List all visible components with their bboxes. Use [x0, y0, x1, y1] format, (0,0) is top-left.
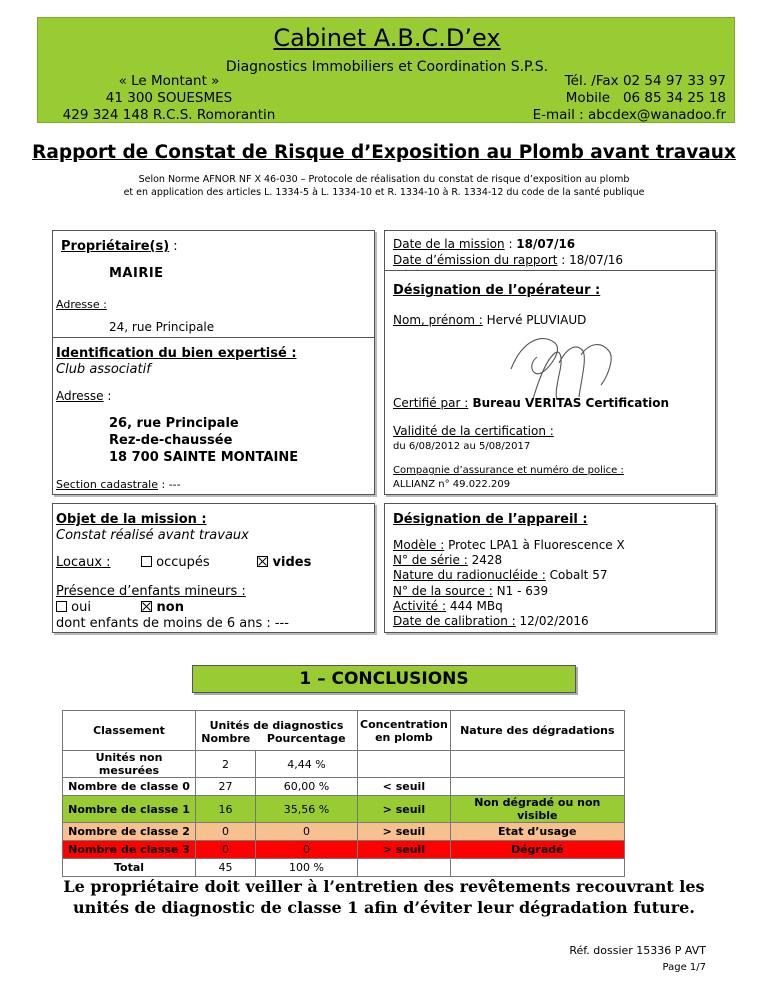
- table-row: Unités non mesurées 2 4,44 %: [63, 751, 625, 778]
- mission-date-line: Date de la mission : 18/07/16: [393, 237, 576, 251]
- table-row: Nombre de classe 2 0 0 > seuil Etat d’usage: [63, 823, 625, 841]
- device-row: Date de calibration : 12/02/2016: [393, 614, 589, 629]
- company-address-line: « Le Montant »: [118, 73, 220, 89]
- emission-date-line: Date d’émission du rapport : 18/07/16: [393, 253, 624, 267]
- emission-date: 18/07/16: [569, 253, 624, 267]
- validity-label: Validité de la certification :: [393, 424, 554, 438]
- page-number: Page 1/7: [662, 962, 706, 973]
- property-address-line: Rez-de-chaussée: [109, 433, 233, 448]
- checkbox-empty[interactable]: [257, 556, 268, 567]
- checkbox-no[interactable]: [141, 601, 152, 612]
- device-row: Activité : 444 MBq: [393, 598, 503, 613]
- device-box: [384, 503, 716, 633]
- certified-line: Certifié par : Bureau VERITAS Certification: [393, 396, 670, 410]
- property-address-line: 26, rue Principale: [109, 416, 239, 431]
- children-yes-option: oui: [56, 600, 91, 615]
- company-contact-line: Mobile 06 85 34 25 18: [565, 90, 726, 106]
- company-address-line: 429 324 148 R.C.S. Romorantin: [62, 107, 276, 123]
- insurance-label: Compagnie d’assurance et numéro de police :: [393, 465, 624, 476]
- signature-image: [503, 329, 623, 403]
- locaux-label: Locaux :: [56, 555, 111, 570]
- mission-object-title: Objet de la mission :: [56, 512, 207, 527]
- mission-object-box: [52, 503, 375, 633]
- under6-line: dont enfants de moins de 6 ans : ---: [56, 616, 289, 631]
- operator-box: [384, 270, 716, 495]
- mission-date: 18/07/16: [516, 237, 576, 251]
- header-units: Unités de diagnostics: [196, 711, 358, 732]
- header-nombre: Nombre: [196, 732, 256, 751]
- table-header-row: [63, 711, 625, 732]
- device-row: Modèle : Protec LPA1 à Fluorescence X: [393, 538, 625, 552]
- operator-name: Hervé PLUVIAUD: [482, 313, 587, 327]
- device-title: Désignation de l’appareil :: [393, 512, 588, 527]
- header-concentration: Concentration en plomb: [358, 711, 451, 751]
- children-no-option: non: [141, 600, 184, 615]
- device-row: N° de la source : N1 - 639: [393, 583, 549, 598]
- norm-line: et en application des articles L. 1334-5 à L. 1334-10 et R. 1334-10 à R. 1334-12 du code de la santé publique: [123, 187, 645, 198]
- letterhead: [37, 17, 735, 123]
- table-row: Nombre de classe 1 16 35,56 % > seuil Non dégradé ou non visible: [63, 796, 625, 823]
- conclusions-title: 1 – CONCLUSIONS: [192, 665, 576, 693]
- file-reference: Réf. dossier 15336 P AVT: [569, 944, 706, 957]
- cadastre-line: Section cadastrale : ---: [56, 478, 181, 491]
- owner-label: Propriétaire(s): [61, 239, 170, 254]
- conclusion-message: Le propriétaire doit veiller à l’entretien des revêtements recouvrant les unités de diagnostic de classe 1 afin d’éviter leur dégradation future.: [63, 877, 705, 917]
- header-pourcentage: Pourcentage: [256, 732, 358, 751]
- owner-address-label: Adresse :: [56, 298, 107, 311]
- checkbox-yes[interactable]: [56, 601, 67, 612]
- owner-label-line: Propriétaire(s) :: [61, 239, 178, 254]
- device-row: Nature du radionucléide : Cobalt 57: [393, 568, 608, 583]
- validity-value: du 6/08/2012 au 5/08/2017: [393, 441, 531, 452]
- device-row: N° de série : 2428: [393, 553, 503, 568]
- checkbox-occupied[interactable]: [141, 556, 152, 567]
- conclusions-table: [62, 710, 625, 877]
- property-title: Identification du bien expertisé :: [56, 346, 297, 361]
- operator-title: Désignation de l’opérateur :: [393, 283, 601, 298]
- company-name: Cabinet A.B.C.D’ex: [273, 24, 501, 52]
- children-label: Présence d’enfants mineurs :: [56, 584, 246, 599]
- table-row: Nombre de classe 3 0 0 > seuil Dégradé: [63, 841, 625, 859]
- operator-name-line: Nom, prénom : Hervé PLUVIAUD: [393, 313, 587, 327]
- owner-name: MAIRIE: [109, 266, 164, 281]
- insurance-value: ALLIANZ n° 49.022.209: [393, 479, 511, 490]
- company-subtitle: Diagnostics Immobiliers et Coordination S.P.S.: [225, 59, 549, 75]
- mission-object-subtitle: Constat réalisé avant travaux: [56, 528, 249, 543]
- table-row: Nombre de classe 0 27 60,00 % < seuil: [63, 778, 625, 796]
- property-address-line: 18 700 SAINTE MONTAINE: [109, 450, 299, 465]
- empty-option: vides: [257, 555, 311, 570]
- header-classement: Classement: [63, 711, 196, 751]
- norm-line: Selon Norme AFNOR NF X 46-030 – Protocole de réalisation du constat de risque d’exposition au plomb: [138, 174, 630, 185]
- company-address-line: 41 300 SOUESMES: [105, 90, 233, 106]
- property-box: [52, 337, 375, 495]
- owner-address-line: 24, rue Principale: [109, 320, 215, 334]
- company-contact-line: Tél. /Fax 02 54 97 33 97: [564, 73, 726, 89]
- certifier: Bureau VERITAS Certification: [468, 396, 670, 410]
- report-title: Rapport de Constat de Risque d’Exposition au Plomb avant travaux: [32, 142, 736, 163]
- table-row: Total 45 100 %: [63, 859, 625, 877]
- header-nature: Nature des dégradations: [450, 711, 624, 751]
- company-contact-line: E-mail : abcdex@wanadoo.fr: [532, 107, 726, 123]
- property-type: Club associatif: [56, 362, 151, 377]
- device-rows: [393, 538, 625, 629]
- occupied-option: occupés: [141, 555, 210, 570]
- property-address-label-line: Adresse :: [56, 389, 112, 403]
